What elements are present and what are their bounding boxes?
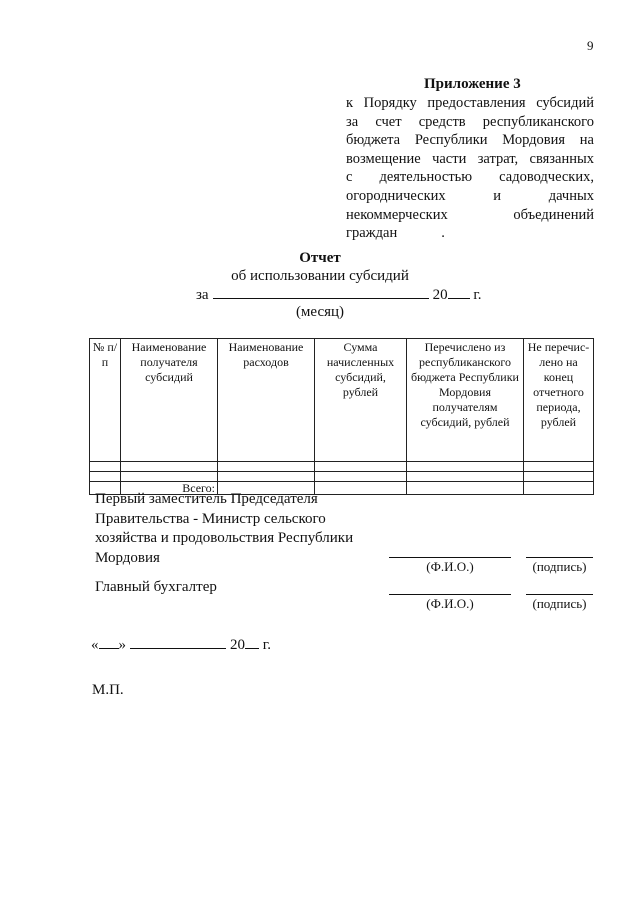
date-quote-close: » (118, 637, 126, 653)
accountant-signature-field: (подпись) (526, 594, 593, 612)
year-prefix: 20 (230, 637, 245, 653)
signer-title (95, 490, 353, 568)
day-blank (99, 636, 119, 649)
signer-fio-field: (Ф.И.О.) (389, 557, 511, 575)
appendix-line (346, 206, 594, 225)
word: за (346, 113, 359, 130)
year-suffix: г. (262, 637, 271, 653)
table-cell (524, 482, 594, 495)
table-cell (121, 462, 218, 472)
period-prefix: за (196, 287, 209, 303)
word: деятельностью (379, 169, 473, 186)
report-period (196, 286, 482, 304)
word: некоммерческих (346, 206, 448, 223)
table-cell (90, 472, 121, 482)
table-cell (407, 472, 524, 482)
table-cell (524, 472, 594, 482)
word: счет (375, 113, 402, 130)
table-cell (315, 472, 407, 482)
accountant-title: Главный бухгалтер (95, 579, 217, 595)
table-cell (218, 472, 315, 482)
year-blank (245, 636, 259, 649)
table-cell (407, 462, 524, 472)
table-cell (121, 472, 218, 482)
appendix-line (346, 168, 594, 187)
page-number: 9 (587, 38, 594, 53)
word: субсидий (536, 95, 594, 111)
seal-mark: М.П. (92, 682, 124, 698)
signer-signature-field: (подпись) (526, 557, 593, 575)
col-header-transferred: Перечислено из республиканского бюджета Республики Мордовия получателям субсидий, рублей (407, 339, 524, 462)
word: Республики (414, 132, 488, 149)
col-header-number: № п/п (90, 339, 121, 462)
word: с (346, 169, 353, 186)
table-row (90, 472, 594, 482)
word: бюджета (346, 132, 401, 149)
report-subtitle: об использовании субсидий (231, 268, 409, 284)
appendix-text (346, 94, 594, 243)
word: огороднических (346, 187, 446, 204)
month-blank (130, 636, 226, 649)
word: дачных (548, 187, 594, 204)
col-header-recipient: Наименование получателя субсидий (121, 339, 218, 462)
appendix-line (346, 94, 594, 113)
table-header-row (90, 339, 594, 462)
col-header-not-transferred: Не перечис-лено на конец отчетного периода, рублей (524, 339, 594, 462)
word: Мордовия (502, 132, 566, 149)
word: объединений (513, 206, 594, 223)
signing-date (91, 636, 271, 654)
word: части (432, 150, 467, 167)
report-title: Отчет (299, 250, 341, 266)
word: к (346, 95, 354, 111)
signer-line: Мордовия (95, 549, 160, 566)
year-suffix: г. (473, 287, 482, 303)
word: предоставления (427, 95, 526, 111)
word: возмещение (346, 150, 421, 167)
table-cell (407, 482, 524, 495)
year-prefix: 20 (432, 287, 448, 303)
word: республиканского (482, 113, 594, 130)
appendix-line (346, 113, 594, 132)
total-label: Всего: (121, 482, 218, 495)
appendix-title: Приложение 3 (424, 76, 521, 92)
month-blank (213, 286, 429, 299)
year-blank (448, 286, 470, 299)
appendix-line (346, 131, 594, 150)
col-header-expense: Наименование расходов (218, 339, 315, 462)
accountant-fio-field: (Ф.И.О.) (389, 594, 511, 612)
word: и (493, 187, 502, 204)
signer-line: Правительства - Министр сельского (95, 510, 326, 527)
table-cell (218, 462, 315, 472)
signer-line: Первый заместитель Председателя (95, 491, 318, 507)
table-cell (315, 462, 407, 472)
word: на (579, 132, 594, 149)
date-quote-open: « (91, 637, 99, 653)
table-cell (90, 462, 121, 472)
word: садоводческих, (499, 169, 594, 186)
report-table (89, 338, 594, 495)
appendix-line (346, 150, 594, 169)
signer-line: хозяйства и продовольствия Республики (95, 530, 354, 547)
appendix-line (346, 224, 594, 243)
word: затрат, (477, 150, 519, 167)
table-row (90, 462, 594, 472)
tail-mark: . (441, 225, 445, 242)
period-caption: (месяц) (295, 304, 345, 320)
word: граждан (346, 225, 398, 242)
word: связанных (529, 150, 594, 167)
word: Порядку (363, 95, 417, 111)
col-header-accrued: Сумма начисленных субсидий, рублей (315, 339, 407, 462)
word: средств (418, 113, 466, 130)
appendix-line (346, 187, 594, 206)
table-cell (524, 462, 594, 472)
